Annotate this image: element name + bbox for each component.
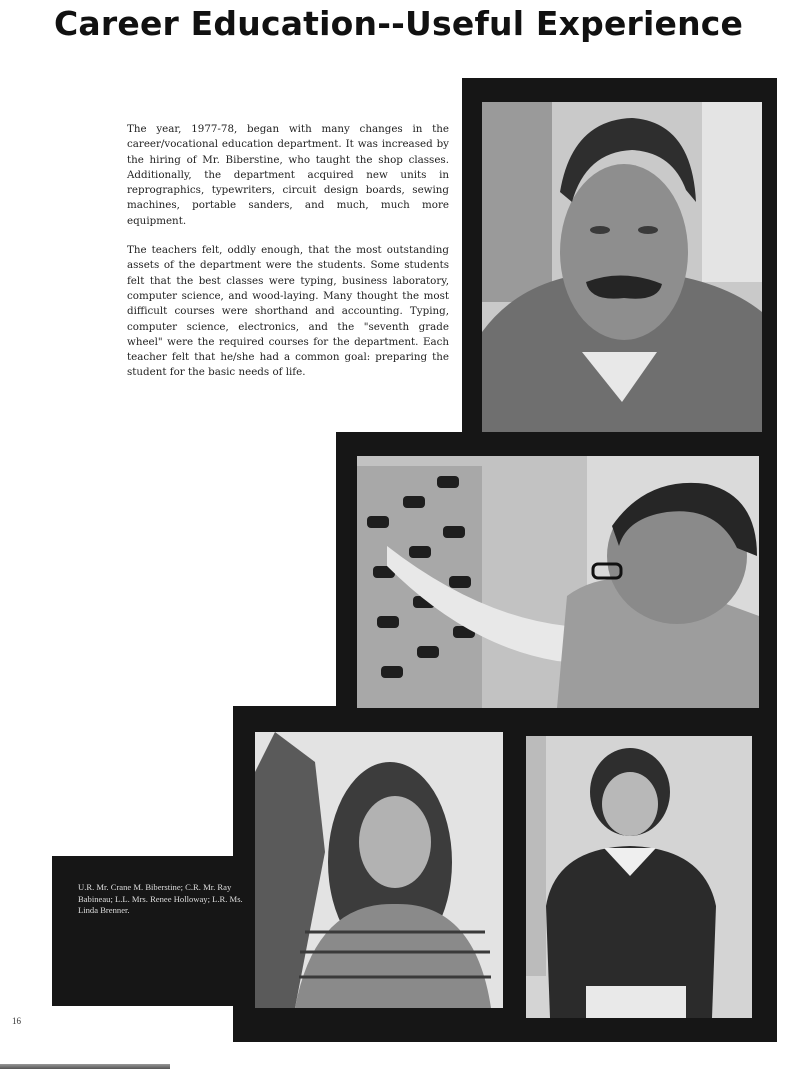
photo-lower-left xyxy=(255,732,503,1008)
photo-upper-right xyxy=(482,102,762,432)
photo-caption: U.R. Mr. Crane M. Biberstine; C.R. Mr. Ray Babineau; L.L. Mrs. Renee Holloway; L.R. Ms. Linda Brenner. xyxy=(78,882,243,915)
page-title: Career Education--Useful Experience xyxy=(54,4,744,43)
article-paragraph-1: The year, 1977-78, began with many changes in the career/vocational education department. It was increased by the hiring of Mr. Biberstine, who taught the shop classes. Additionally, the department acquired new units in reprographics, typewriters, circuit design boards, sewing machines, portable sanders, and much, much more equipment. xyxy=(127,123,449,227)
page-number: 16 xyxy=(12,1016,21,1026)
bottom-rule xyxy=(0,1064,170,1069)
photo-center-right xyxy=(357,456,759,708)
photo-lower-right xyxy=(526,736,752,1018)
article-body xyxy=(127,122,449,395)
article-paragraph-2: The teachers felt, oddly enough, that the most outstanding assets of the department were the students. Some students felt that the best classes were typing, business laboratory, computer science, and wood-laying. Many thought the most difficult courses were shorthand and accounting. Typing, computer science, electronics, and the "seventh grade wheel" were the required courses for the department. Each teacher felt that he/she had a common goal: preparing the student for the basic needs of life. xyxy=(127,244,449,379)
